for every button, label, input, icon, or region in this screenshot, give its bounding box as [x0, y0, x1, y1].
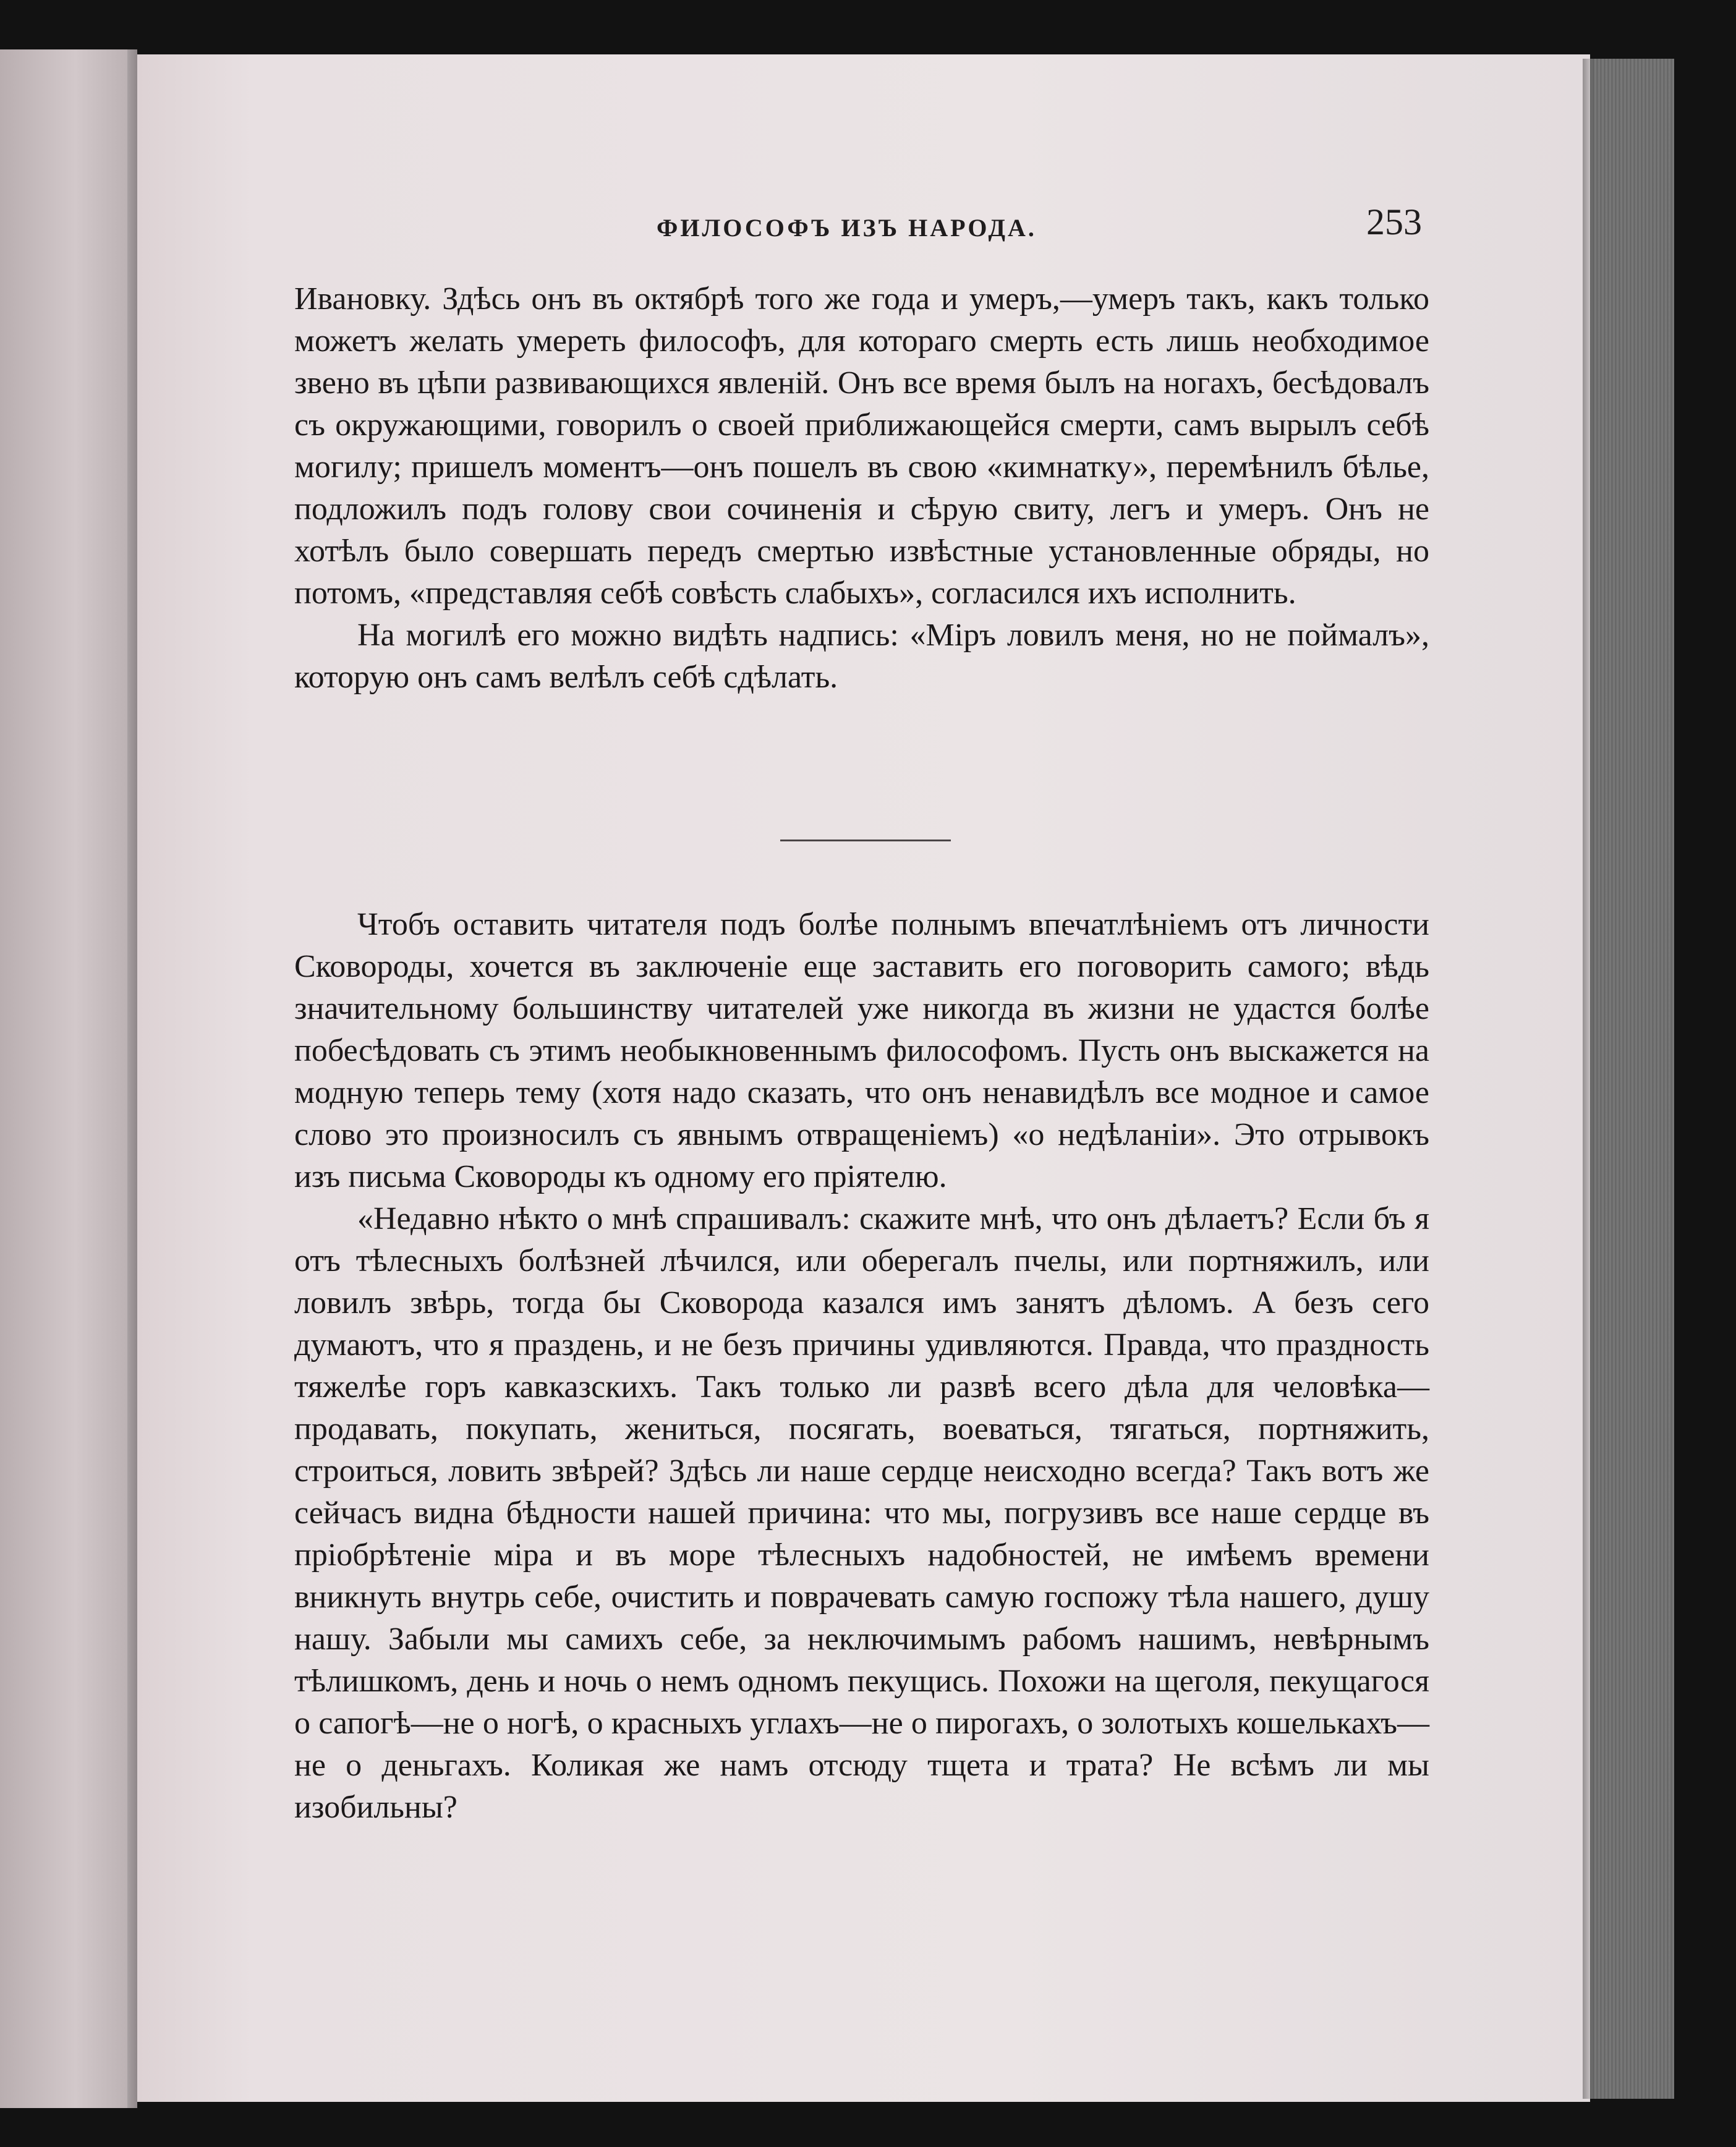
page-number: 253	[1366, 202, 1422, 242]
text-block-lower	[294, 904, 1429, 1829]
text-block-upper	[294, 278, 1429, 699]
spine-gutter	[127, 49, 137, 2108]
paragraph-3: Чтобъ оставить читателя подъ болѣе полнымъ впечатлѣніемъ отъ личности Сковороды, хочется въ заключеніе еще заставить его поговорить самого; вѣдь значительному большинству читателей уже никогда въ жизни не удастся болѣе побесѣдовать съ этимъ необыкновеннымъ философомъ. Пусть онъ выскажется на модную теперь тему (хотя надо сказать, что онъ ненавидѣлъ все модное и самое слово это произносилъ съ явнымъ отвращеніемъ) «о недѣланіи». Это отрывокъ изъ письма Сковороды къ одному его пріятелю.	[294, 907, 1429, 1194]
paragraph-2: На могилѣ его можно видѣть надпись: «Міръ ловилъ меня, но не поймалъ», которую онъ самъ велѣлъ себѣ сдѣлать.	[294, 618, 1429, 695]
section-divider	[780, 840, 951, 841]
paragraph-4: «Недавно нѣкто о мнѣ спрашивалъ: скажите мнѣ, что онъ дѣлаетъ? Если бъ я отъ тѣлесныхъ болѣзней лѣчился, или оберегалъ пчелы, или портняжилъ, или ловилъ звѣрь, тогда бы Сковорода казался имъ занятъ дѣломъ. А безъ сего думаютъ, что я праздень, и не безъ причины удивляются. Правда, что праздность тяжелѣе горъ кавказскихъ. Такъ только ли развѣ всего дѣла для человѣка—продавать, покупать, жениться, посягать, воеваться, тягаться, портняжить, строиться, ловить звѣрей? Здѣсь ли наше сердце неисходно всегда? Такъ вотъ же сейчасъ видна бѣдности нашей причина: что мы, погрузивъ все наше сердце въ пріобрѣтеніе міра и въ море тѣлесныхъ надобностей, не имѣемъ времени вникнуть внутрь себе, очистить и поврачевать самую госпожу тѣла нашего, душу нашу. Забыли мы самихъ себе, за неключимымъ рабомъ нашимъ, невѣрнымъ тѣлишкомъ, день и ночь о немъ одномъ пекущись. Похожи на щеголя, пекущагося о сапогѣ—не о ногѣ, о красныхъ углахъ—не о пирогахъ, о золотыхъ кошелькахъ—не о деньгахъ. Коликая же намъ отсюду тщета и трата? Не всѣмъ ли мы изобильны?	[294, 1201, 1429, 1825]
fore-edge-shadow	[1583, 59, 1595, 2099]
running-head: ФИЛОСОФЪ ИЗЪ НАРОДА.	[657, 214, 1037, 242]
page-fore-edge	[1583, 59, 1674, 2099]
paragraph-1: Ивановку. Здѣсь онъ въ октябрѣ того же года и умеръ,—умеръ такъ, какъ только можетъ желать умереть философъ, для котораго смерть есть лишь необходимое звено въ цѣпи развивающихся явленій. Онъ все время былъ на ногахъ, бесѣдовалъ съ окружающими, говорилъ о своей приближающейся смерти, самъ вырылъ себѣ могилу; пришелъ моментъ—онъ пошелъ въ свою «кимнатку», перемѣнилъ бѣлье, подложилъ подъ голову свои сочиненія и сѣрую свиту, легъ и умеръ. Онъ не хотѣлъ было совершать передъ смертью извѣстные установленные обряды, но потомъ, «представляя себѣ совѣсть слабыхъ», согласился ихъ исполнить.	[294, 281, 1429, 611]
left-page-edge	[0, 49, 137, 2108]
